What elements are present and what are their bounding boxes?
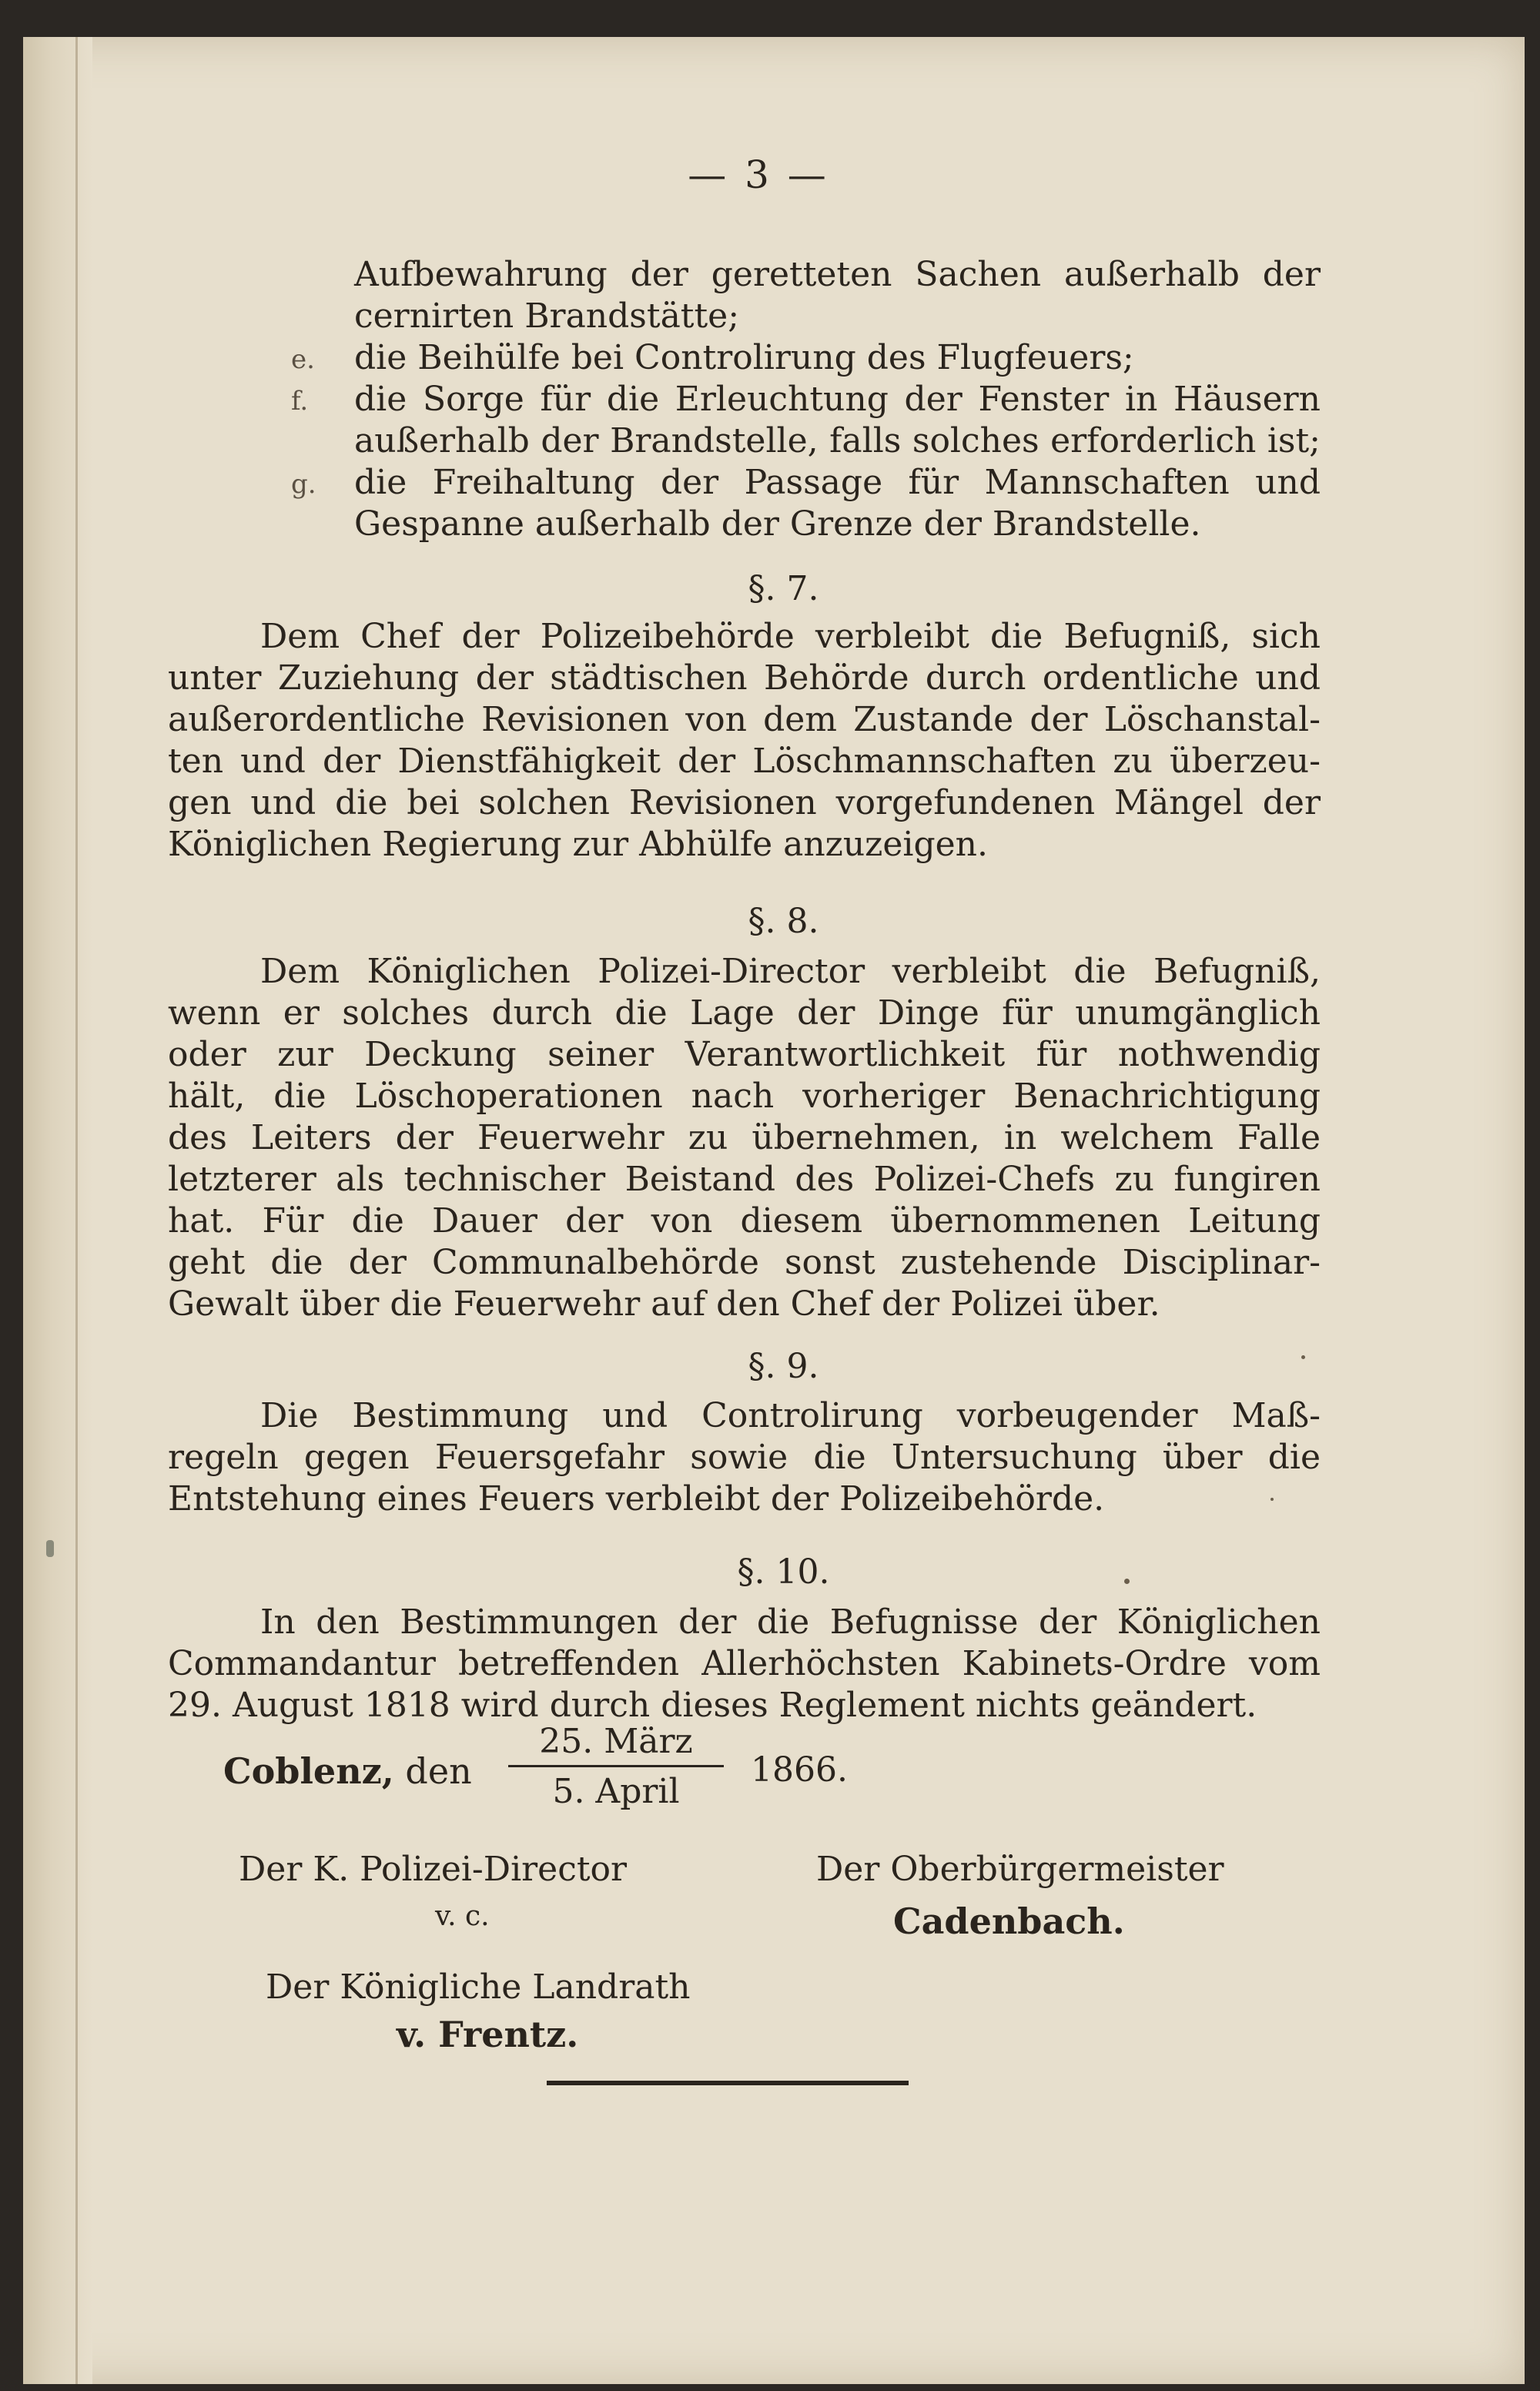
list-continuation-line-2: cernirten Brandstätte;: [354, 296, 740, 336]
paragraph-line: außerordentliche Revisionen von dem Zustande der Löschanstal-: [168, 700, 1321, 739]
date-top: 25. März: [539, 1722, 693, 1761]
signature-landrat-title: Der Königliche Landrath: [266, 1967, 691, 2007]
dateline-den: den: [405, 1750, 472, 1792]
dateline-year: 1866.: [751, 1750, 848, 1790]
paragraph-line: unter Zuziehung der städtischen Behörde durch ordentliche und: [168, 658, 1321, 698]
paper-speck: [1270, 1498, 1274, 1501]
list-item-f-line-2: außerhalb der Brandstelle, falls solches erforderlich ist;: [354, 421, 1321, 460]
paragraph-line: Gewalt über die Feuerwehr auf den Chef der Polizei über.: [168, 1284, 1160, 1324]
paragraph-line: regeln gegen Feuersgefahr sowie die Untersuchung über die: [168, 1438, 1321, 1477]
paragraph-line: 29. August 1818 wird durch dieses Reglement nichts geändert.: [168, 1686, 1257, 1725]
dateline-place: [223, 1750, 472, 1792]
list-item-g-line-2: Gespanne außerhalb der Grenze der Brandstelle.: [354, 504, 1201, 544]
paper-speck: [1124, 1579, 1130, 1584]
date-fraction: [508, 1720, 724, 1813]
section-heading-7: §. 7.: [748, 569, 819, 608]
section-paragraph-7: [168, 616, 1321, 866]
paragraph-line: Entstehung eines Feuers verbleibt der Polizeibehörde.: [168, 1479, 1105, 1519]
list-marker-e: e.: [291, 344, 315, 375]
paper-speck: [1301, 1355, 1305, 1359]
paragraph-line: oder zur Deckung seiner Verantwortlichkeit für nothwendig: [168, 1035, 1321, 1074]
signature-right-name: Cadenbach.: [893, 1900, 1125, 1942]
gutter-crease: [75, 37, 78, 2384]
list-item-g-line-1: die Freihaltung der Passage für Mannschaften und: [354, 463, 1321, 502]
section-heading-10: §. 10.: [737, 1552, 830, 1592]
signature-left-note: v. c.: [435, 1900, 490, 1932]
signature-landrat-name: v. Frentz.: [397, 2014, 579, 2055]
list-marker-g: g.: [291, 469, 316, 500]
paragraph-line: Die Bestimmung und Controlirung vorbeugender Maß-: [260, 1396, 1321, 1435]
section-heading-9: §. 9.: [748, 1347, 819, 1386]
signature-left-title: Der K. Polizei-Director: [239, 1850, 628, 1889]
paragraph-line: In den Bestimmungen der die Befugnisse der Königlichen: [260, 1602, 1321, 1642]
paragraph-line: Dem Königlichen Polizei-Director verbleibt die Befugniß,: [260, 952, 1321, 991]
paragraph-line: gen und die bei solchen Revisionen vorgefundenen Mängel der: [168, 783, 1321, 822]
paragraph-line: letzterer als technischer Beistand des Polizei-Chefs zu fungiren: [168, 1160, 1321, 1199]
paragraph-line: Königlichen Regierung zur Abhülfe anzuzeigen.: [168, 825, 989, 864]
paragraph-line: des Leiters der Feuerwehr zu übernehmen, in welchem Falle: [168, 1118, 1321, 1157]
list-continuation-line-1: Aufbewahrung der geretteten Sachen außerhalb der: [354, 255, 1321, 294]
paragraph-line: wenn er solches durch die Lage der Dinge für unumgänglich: [168, 993, 1321, 1033]
paragraph-line: geht die der Communalbehörde sonst zustehende Disciplinar-: [168, 1243, 1321, 1282]
paragraph-line: Dem Chef der Polizeibehörde verbleibt die Befugniß, sich: [260, 617, 1321, 656]
binding-gutter: [23, 37, 92, 2384]
page-number: — 3 —: [688, 152, 829, 197]
paragraph-line: hält, die Löschoperationen nach vorheriger Benachrichtigung: [168, 1077, 1321, 1116]
section-paragraph-8: [168, 951, 1321, 1325]
list-marker-f: f.: [291, 386, 309, 417]
list-item-e-line-1: die Beihülfe bei Controlirung des Flugfeuers;: [354, 338, 1134, 377]
section-paragraph-9: [168, 1395, 1321, 1520]
signature-right-title: Der Oberbürgermeister: [816, 1850, 1224, 1889]
paragraph-line: Commandantur betreffenden Allerhöchsten Kabinets-Ordre vom: [168, 1644, 1321, 1683]
place-name: Coblenz,: [223, 1750, 394, 1792]
section-heading-8: §. 8.: [748, 902, 819, 941]
paper-speck: [46, 1540, 54, 1557]
paragraph-line: hat. Für die Dauer der von diesem übernommenen Leitung: [168, 1201, 1321, 1241]
fraction-bar: [508, 1765, 724, 1767]
closing-rule: [547, 2081, 909, 2085]
list-item-f-line-1: die Sorge für die Erleuchtung der Fenster in Häusern: [354, 380, 1321, 419]
paragraph-line: ten und der Dienstfähigkeit der Löschmannschaften zu überzeu-: [168, 742, 1321, 781]
section-paragraph-10: [168, 1602, 1321, 1726]
date-bottom: 5. April: [552, 1772, 680, 1811]
